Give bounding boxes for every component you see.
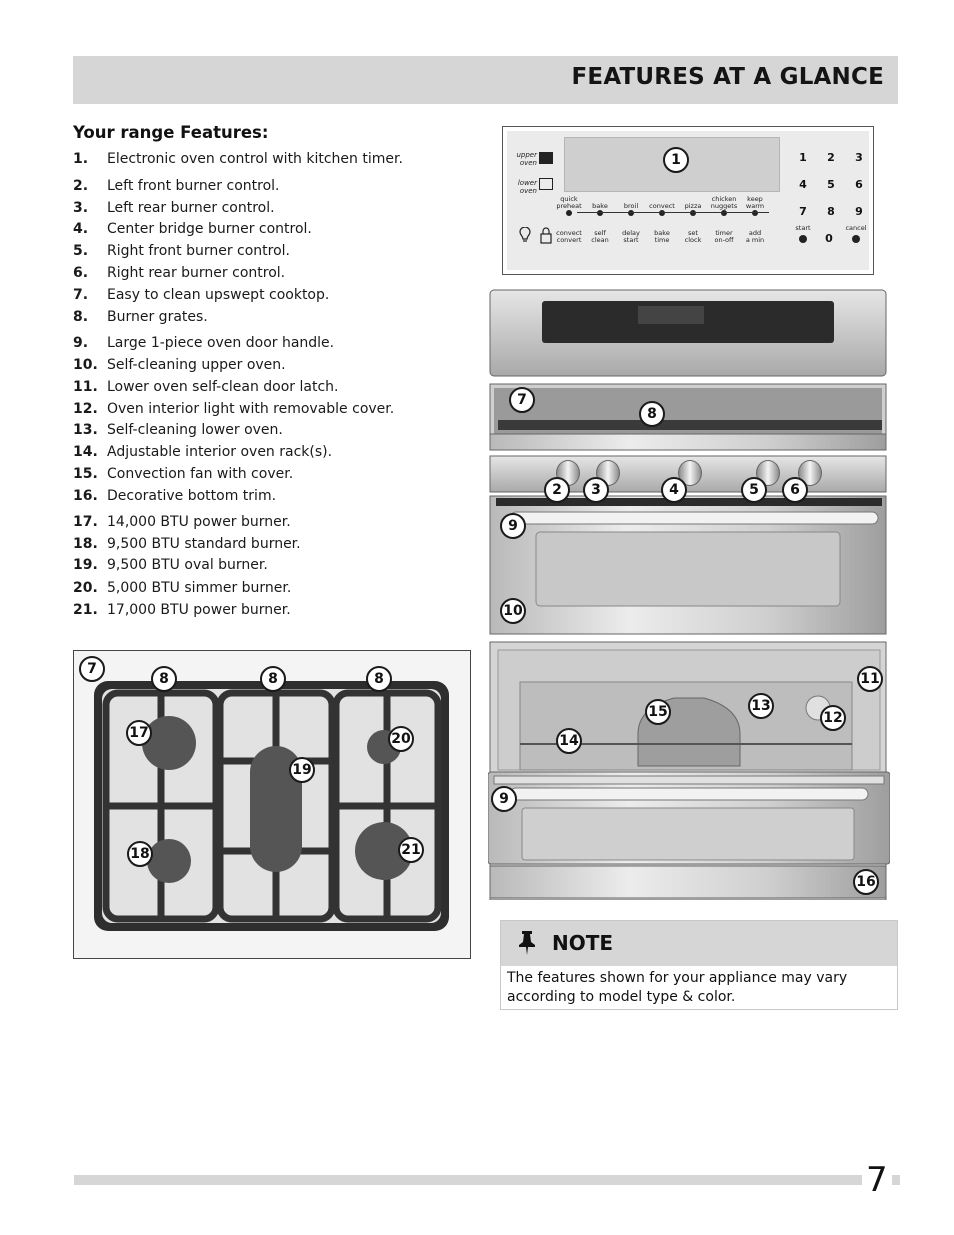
top-key-dot bbox=[721, 210, 727, 216]
feature-number: 12. bbox=[73, 401, 98, 417]
feature-item bbox=[73, 442, 332, 462]
top-key-label: warm bbox=[745, 202, 765, 210]
features-heading: Your range Features: bbox=[73, 123, 269, 142]
callout-1: 1 bbox=[663, 147, 689, 173]
keypad-2: 2 bbox=[827, 151, 835, 164]
feature-item bbox=[73, 464, 293, 484]
top-key-label: broil bbox=[623, 202, 639, 210]
page-title: FEATURES AT A GLANCE bbox=[571, 64, 884, 90]
upper-oven-button-icon bbox=[539, 152, 553, 164]
feature-text: 14,000 BTU power burner. bbox=[107, 514, 291, 530]
callout-15: 15 bbox=[645, 699, 671, 725]
cooktop-callout-17: 17 bbox=[126, 720, 152, 746]
feature-number: 3. bbox=[73, 200, 89, 216]
keypad-4: 4 bbox=[799, 178, 807, 191]
bottom-key-line2: time bbox=[654, 236, 670, 244]
bottom-key-line2: start bbox=[623, 236, 639, 244]
top-key-label: convect bbox=[649, 202, 675, 210]
feature-item bbox=[73, 333, 334, 353]
lower-oven-sub: oven bbox=[519, 187, 537, 195]
note-box bbox=[500, 920, 898, 1010]
feature-item bbox=[73, 241, 290, 261]
callout-12: 12 bbox=[820, 705, 846, 731]
top-key-label: nuggets bbox=[710, 202, 738, 210]
feature-number: 14. bbox=[73, 444, 98, 460]
bottom-key-line2: clean bbox=[591, 236, 609, 244]
lower-oven-button-icon bbox=[539, 178, 553, 190]
feature-number: 20. bbox=[73, 580, 98, 596]
note-header bbox=[501, 921, 897, 966]
keypad-6: 6 bbox=[855, 178, 863, 191]
feature-text: Right front burner control. bbox=[107, 243, 291, 259]
feature-item bbox=[73, 176, 279, 196]
callout-14: 14 bbox=[556, 728, 582, 754]
cancel-key-dot bbox=[852, 235, 860, 243]
feature-number: 19. bbox=[73, 557, 98, 573]
feature-item bbox=[73, 534, 301, 554]
feature-text: Self-cleaning lower oven. bbox=[107, 422, 283, 438]
feature-number: 21. bbox=[73, 602, 98, 618]
feature-text: Lower oven self-clean door latch. bbox=[107, 379, 339, 395]
callout-9-upper: 9 bbox=[500, 513, 526, 539]
top-key-label: preheat bbox=[556, 202, 582, 210]
keypad-0: 0 bbox=[825, 232, 833, 245]
feature-number: 1. bbox=[73, 151, 89, 167]
feature-text: 17,000 BTU power burner. bbox=[107, 602, 291, 618]
feature-number: 11. bbox=[73, 379, 98, 395]
feature-item bbox=[73, 420, 283, 440]
keypad-7: 7 bbox=[799, 205, 807, 218]
feature-item bbox=[73, 219, 312, 239]
feature-item bbox=[73, 600, 291, 620]
feature-number: 17. bbox=[73, 514, 98, 530]
feature-item bbox=[73, 355, 286, 375]
bottom-key-line2: clock bbox=[684, 236, 702, 244]
cooktop-callout-8-left: 8 bbox=[151, 666, 177, 692]
note-title: NOTE bbox=[552, 931, 614, 955]
cooktop-callout-20: 20 bbox=[388, 726, 414, 752]
top-key-dot bbox=[752, 210, 758, 216]
light-and-lock-icons bbox=[516, 227, 556, 247]
feature-text: Left front burner control. bbox=[107, 178, 280, 194]
callout-10: 10 bbox=[500, 598, 526, 624]
feature-text: Convection fan with cover. bbox=[107, 466, 294, 482]
top-key-line1: chicken bbox=[711, 195, 737, 203]
feature-text: Electronic oven control with kitchen timer. bbox=[107, 151, 403, 167]
callout-6: 6 bbox=[782, 477, 808, 503]
pushpin-icon bbox=[516, 930, 538, 956]
feature-number: 5. bbox=[73, 243, 89, 259]
page-number: 7 bbox=[862, 1160, 892, 1200]
feature-number: 10. bbox=[73, 357, 98, 373]
cooktop-callout-18: 18 bbox=[127, 841, 153, 867]
feature-number: 8. bbox=[73, 309, 89, 325]
callout-3: 3 bbox=[583, 477, 609, 503]
feature-text: 9,500 BTU oval burner. bbox=[107, 557, 268, 573]
feature-item bbox=[73, 486, 276, 506]
cooktop-callout-8-center: 8 bbox=[260, 666, 286, 692]
callout-16: 16 bbox=[853, 869, 879, 895]
control-panel-illustration bbox=[502, 126, 874, 275]
callout-7: 7 bbox=[509, 387, 535, 413]
callout-8: 8 bbox=[639, 401, 665, 427]
keypad-3: 3 bbox=[855, 151, 863, 164]
top-key-label: bake bbox=[592, 202, 608, 210]
top-key-dot bbox=[690, 210, 696, 216]
feature-item bbox=[73, 149, 403, 169]
start-label: start bbox=[795, 224, 811, 232]
cooktop-callout-19: 19 bbox=[289, 757, 315, 783]
feature-text: Left rear burner control. bbox=[107, 200, 275, 216]
feature-text: Decorative bottom trim. bbox=[107, 488, 277, 504]
feature-item bbox=[73, 263, 285, 283]
feature-text: Burner grates. bbox=[107, 309, 208, 325]
top-key-dot bbox=[659, 210, 665, 216]
bottom-key-line1: self bbox=[594, 229, 606, 237]
feature-number: 18. bbox=[73, 536, 98, 552]
feature-text: Easy to clean upswept cooktop. bbox=[107, 287, 330, 303]
upper-oven-label: upper bbox=[516, 151, 537, 159]
feature-number: 9. bbox=[73, 335, 89, 351]
header-bar bbox=[73, 56, 898, 104]
callout-4: 4 bbox=[661, 477, 687, 503]
callout-11: 11 bbox=[857, 666, 883, 692]
cooktop-drawing bbox=[74, 651, 469, 957]
feature-text: Self-cleaning upper oven. bbox=[107, 357, 286, 373]
bottom-key-line2: a min bbox=[745, 236, 765, 244]
bottom-key-line2: convert bbox=[556, 236, 582, 244]
top-key-dot bbox=[597, 210, 603, 216]
keypad-9: 9 bbox=[855, 205, 863, 218]
feature-text: Oven interior light with removable cover. bbox=[107, 401, 395, 417]
feature-item bbox=[73, 285, 329, 305]
bottom-key-line1: bake bbox=[654, 229, 670, 237]
feature-text: 5,000 BTU simmer burner. bbox=[107, 580, 292, 596]
keypad-1: 1 bbox=[799, 151, 807, 164]
footer-bar bbox=[74, 1175, 900, 1185]
feature-number: 2. bbox=[73, 178, 89, 194]
note-text: The features shown for your appliance may vary according to model type & color. bbox=[507, 970, 848, 1005]
top-key-line1: quick bbox=[560, 195, 578, 203]
feature-number: 7. bbox=[73, 287, 89, 303]
callout-9-lower: 9 bbox=[491, 786, 517, 812]
feature-item bbox=[73, 307, 208, 327]
feature-item bbox=[73, 578, 291, 598]
feature-text: 9,500 BTU standard burner. bbox=[107, 536, 301, 552]
keypad-5: 5 bbox=[827, 178, 835, 191]
feature-number: 15. bbox=[73, 466, 98, 482]
keypad-8: 8 bbox=[827, 205, 835, 218]
callout-2: 2 bbox=[544, 477, 570, 503]
cooktop-callout-7: 7 bbox=[79, 656, 105, 682]
cooktop-callout-8-right: 8 bbox=[366, 666, 392, 692]
start-key-dot bbox=[799, 235, 807, 243]
feature-number: 6. bbox=[73, 265, 89, 281]
cooktop-illustration bbox=[73, 650, 471, 959]
lower-oven-label: lower bbox=[517, 179, 537, 187]
key-row-line bbox=[577, 212, 769, 213]
feature-text: Right rear burner control. bbox=[107, 265, 286, 281]
feature-item bbox=[73, 377, 339, 397]
feature-item bbox=[73, 399, 394, 419]
callout-5: 5 bbox=[741, 477, 767, 503]
bottom-key-line1: timer bbox=[715, 229, 733, 237]
bottom-key-line1: set bbox=[688, 229, 698, 237]
callout-13: 13 bbox=[748, 693, 774, 719]
cooktop-callout-21: 21 bbox=[398, 837, 424, 863]
bottom-key-line1: add bbox=[748, 229, 762, 237]
upper-oven-sub: oven bbox=[519, 159, 537, 167]
top-key-label: pizza bbox=[684, 202, 702, 210]
bottom-key-line1: convect bbox=[556, 229, 582, 237]
bottom-key-line2: on-off bbox=[714, 236, 734, 244]
cancel-label: cancel bbox=[845, 224, 867, 232]
feature-number: 4. bbox=[73, 221, 89, 237]
feature-text: Large 1-piece oven door handle. bbox=[107, 335, 335, 351]
feature-number: 16. bbox=[73, 488, 98, 504]
bottom-key-line1: delay bbox=[622, 229, 640, 237]
top-key-dot bbox=[566, 210, 572, 216]
feature-number: 13. bbox=[73, 422, 98, 438]
top-key-line1: keep bbox=[747, 195, 763, 203]
feature-item bbox=[73, 555, 268, 575]
range-illustration bbox=[488, 288, 890, 900]
feature-text: Adjustable interior oven rack(s). bbox=[107, 444, 333, 460]
feature-item bbox=[73, 512, 291, 532]
range-drawing bbox=[488, 288, 890, 900]
control-panel-face bbox=[507, 131, 869, 270]
top-key-dot bbox=[628, 210, 634, 216]
feature-item bbox=[73, 198, 275, 218]
feature-text: Center bridge burner control. bbox=[107, 221, 312, 237]
